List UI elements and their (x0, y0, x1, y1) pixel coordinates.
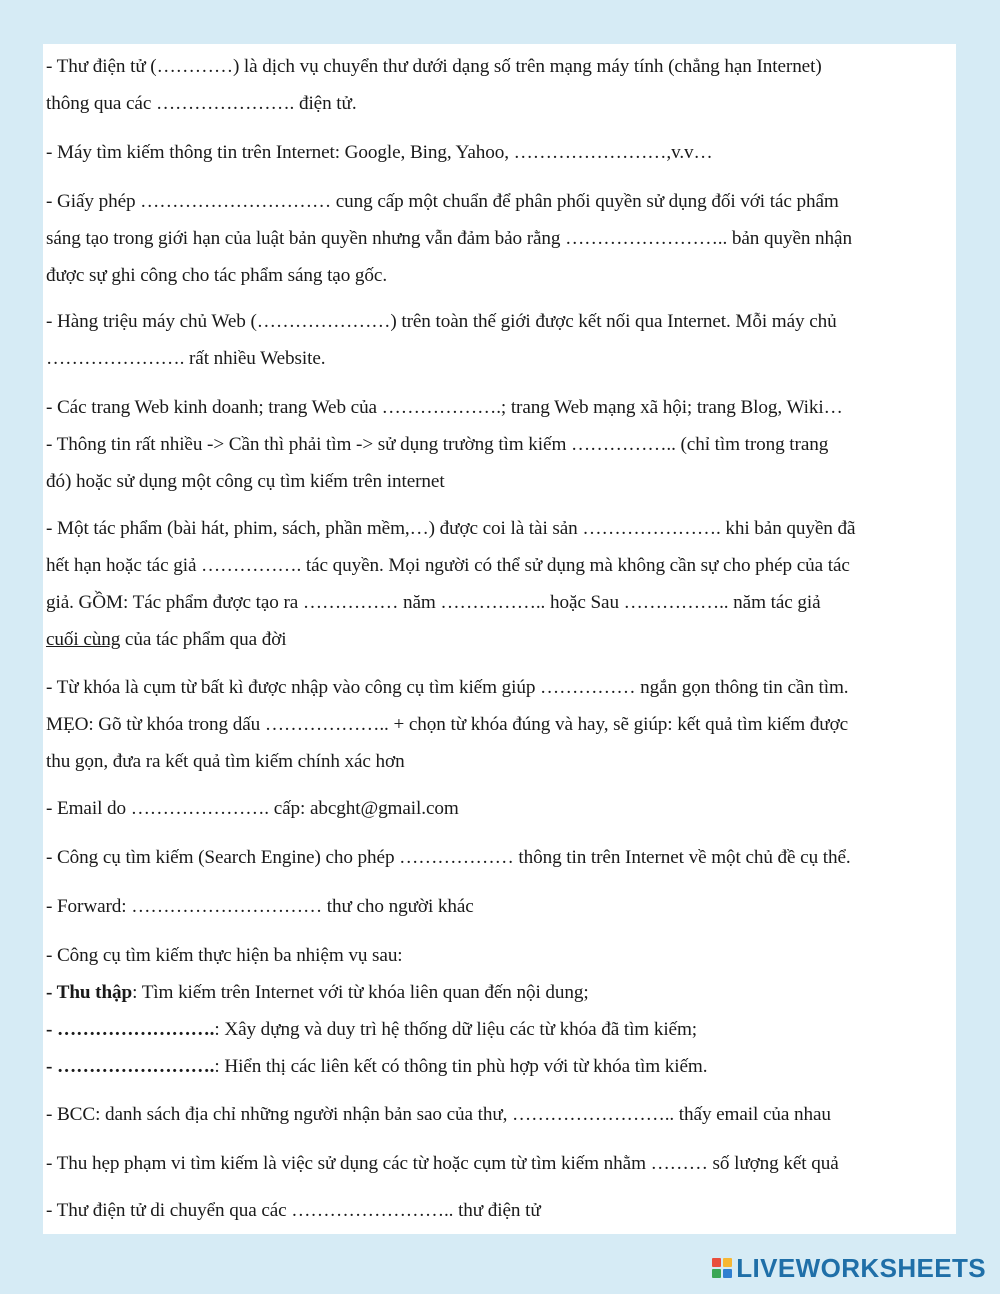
text-line: - Thư điện tử (…………) là dịch vụ chuyển thư dưới dạng số trên mạng máy tính (chẳng hạn Internet) (46, 56, 822, 77)
text-span: của tác phẩm qua đời (120, 629, 287, 650)
logo-square-yellow (723, 1258, 732, 1267)
logo-square-green (712, 1269, 721, 1278)
bold-text: - ……………………. (46, 1019, 215, 1040)
text-line: - Công cụ tìm kiếm (Search Engine) cho phép ……………… thông tin trên Internet về một chủ đề cụ thể. (46, 847, 851, 868)
text-line (46, 974, 956, 1011)
underlined-text: cuối cùng (46, 629, 121, 650)
text-line: - BCC: danh sách địa chỉ những người nhận bản sao của thư, …………………….. thấy email của nhau (46, 1104, 831, 1125)
text-line: sáng tạo trong giới hạn của luật bản quyền nhưng vẫn đảm bảo rằng …………………….. bản quyền nhận (46, 228, 852, 249)
brand-name: LIVEWORKSHEETS (736, 1253, 986, 1283)
text-line: - Từ khóa là cụm từ bất kì được nhập vào công cụ tìm kiếm giúp …………… ngắn gọn thông tin cần tìm. (46, 677, 849, 698)
text-line: - Email do …………………. cấp: abcght@gmail.com (46, 798, 459, 819)
liveworksheets-brand (712, 1253, 986, 1283)
bold-text: - Thu thập (46, 982, 133, 1003)
text-line: - Giấy phép ………………………… cung cấp một chuẩn để phân phối quyền sử dụng đối với tác phẩm (46, 191, 839, 212)
worksheet-text (46, 44, 956, 1229)
worksheet-page (43, 44, 956, 1234)
text-line: - Một tác phẩm (bài hát, phim, sách, phần mềm,…) được coi là tài sản …………………. khi bản quyền đã (46, 518, 856, 539)
text-span: : Hiển thị các liên kết có thông tin phù hợp với từ khóa tìm kiếm. (214, 1056, 708, 1077)
text-line: - Thư điện tử di chuyển qua các …………………….. thư điện tử (46, 1200, 541, 1221)
text-line: - Thông tin rất nhiều -> Cần thì phải tìm -> sử dụng trường tìm kiếm …………….. (chỉ tìm trong trang (46, 434, 829, 455)
text-line: - Thu hẹp phạm vi tìm kiếm là việc sử dụng các từ hoặc cụm từ tìm kiếm nhằm ……… số lượng kết quả (46, 1153, 839, 1174)
text-line: thông qua các …………………. điện tử. (46, 93, 357, 114)
text-line (46, 1011, 956, 1048)
text-line: thu gọn, đưa ra kết quả tìm kiếm chính xác hơn (46, 751, 405, 772)
text-line: - Hàng triệu máy chủ Web (…………………) trên toàn thế giới được kết nối qua Internet. Mỗi máy chủ (46, 311, 837, 332)
text-line: được sự ghi công cho tác phẩm sáng tạo gốc. (46, 265, 388, 286)
text-span: : Xây dựng và duy trì hệ thống dữ liệu các từ khóa đã tìm kiếm; (214, 1019, 698, 1040)
text-line: đó) hoặc sử dụng một công cụ tìm kiếm trên internet (46, 471, 445, 492)
text-line (46, 621, 956, 658)
logo-square-red (712, 1258, 721, 1267)
text-line: …………………. rất nhiều Website. (46, 348, 326, 369)
text-span: : Tìm kiếm trên Internet với từ khóa liên quan đến nội dung; (132, 982, 589, 1003)
text-line: hết hạn hoặc tác giả ……………. tác quyền. Mọi người có thể sử dụng mà không cần sự cho phép của tác (46, 555, 850, 576)
text-line: giả. GỒM: Tác phẩm được tạo ra …………… năm …………….. hoặc Sau …………….. năm tác giả (46, 592, 821, 613)
bold-text: - ……………………. (46, 1056, 215, 1077)
text-line: - Máy tìm kiếm thông tin trên Internet: Google, Bing, Yahoo, ……………………,v.v… (46, 142, 713, 163)
liveworksheets-logo-icon (712, 1258, 732, 1278)
text-line: - Các trang Web kinh doanh; trang Web của ……………….; trang Web mạng xã hội; trang Blog, Wiki… (46, 397, 843, 418)
text-line: MẸO: Gõ từ khóa trong dấu ……………….. + chọn từ khóa đúng và hay, sẽ giúp: kết quả tìm kiếm được (46, 714, 849, 735)
text-line: - Forward: ………………………… thư cho người khác (46, 896, 474, 917)
logo-square-blue (723, 1269, 732, 1278)
text-line: - Công cụ tìm kiếm thực hiện ba nhiệm vụ sau: (46, 945, 403, 966)
text-line (46, 1048, 956, 1085)
